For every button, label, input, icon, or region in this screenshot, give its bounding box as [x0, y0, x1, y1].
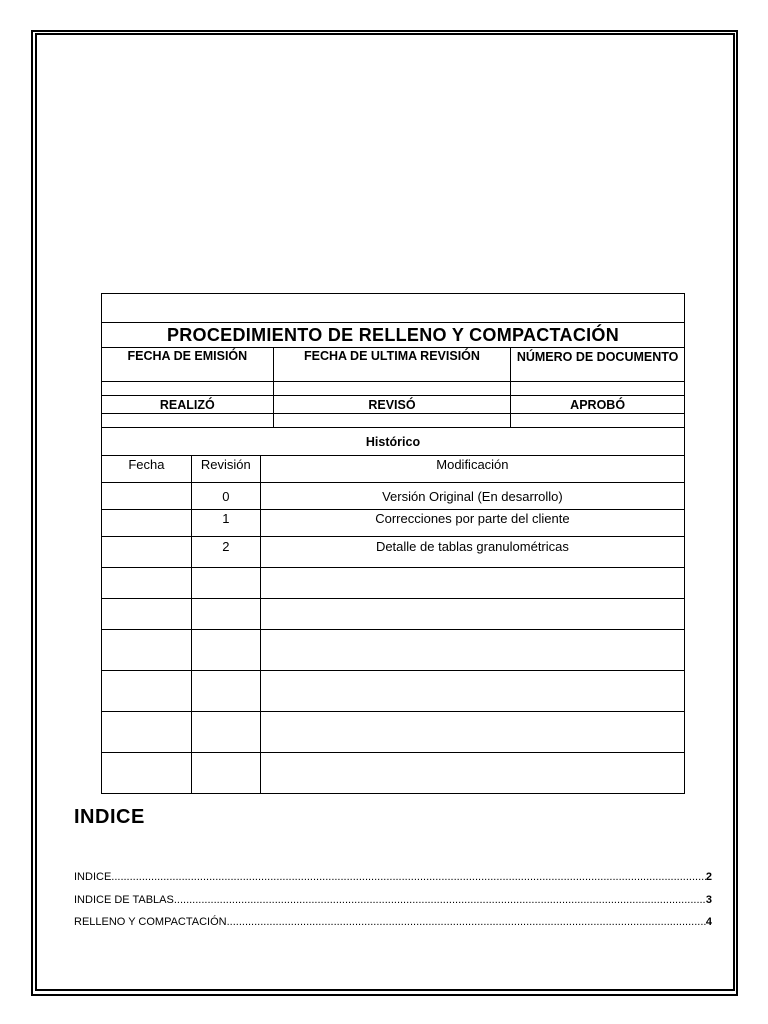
cell-fecha — [102, 483, 192, 510]
value-aprobo — [511, 414, 685, 428]
table-row — [102, 568, 685, 599]
toc-entry[interactable] — [74, 916, 712, 928]
col-numero-documento: NÚMERO DE DOCUMENTO — [511, 348, 685, 382]
value-numero-documento — [511, 382, 685, 396]
indice-heading: INDICE — [74, 806, 145, 828]
value-realizo — [102, 414, 274, 428]
value-reviso — [273, 414, 511, 428]
column-header-fecha: Fecha — [102, 456, 192, 483]
table-row — [102, 712, 685, 753]
toc-entry[interactable] — [74, 894, 712, 906]
toc-dot-leader — [174, 894, 706, 906]
col-fecha-emision: FECHA DE EMISIÓN — [102, 348, 274, 382]
table-row — [102, 537, 685, 568]
cell-revision: 1 — [191, 510, 260, 537]
table-row — [102, 599, 685, 630]
toc-dot-leader — [111, 871, 706, 883]
toc-dot-leader — [227, 916, 706, 928]
cell-revision: 2 — [191, 537, 260, 568]
toc-entry-label: INDICE — [74, 871, 112, 883]
column-header-modificacion: Modificación — [260, 456, 684, 483]
toc-entry[interactable] — [74, 871, 712, 883]
table-row — [102, 671, 685, 712]
cell-fecha — [102, 510, 192, 537]
label-reviso: REVISÓ — [273, 396, 511, 414]
historico-heading: Histórico — [102, 428, 685, 456]
toc-entry-page: 4 — [705, 916, 712, 928]
cell-modificacion: Detalle de tablas granulométricas — [260, 537, 684, 568]
document-title: PROCEDIMIENTO DE RELLENO Y COMPACTACIÓN — [102, 323, 685, 348]
history-table — [101, 455, 685, 794]
value-fecha-emision — [102, 382, 274, 396]
toc-entry-label: RELLENO Y COMPACTACIÓN — [74, 916, 227, 928]
cell-modificacion: Versión Original (En desarrollo) — [260, 483, 684, 510]
cell-revision: 0 — [191, 483, 260, 510]
history-header-row — [102, 456, 685, 483]
empty-top-row — [102, 294, 685, 323]
label-realizo: REALIZÓ — [102, 396, 274, 414]
column-header-revision: Revisión — [191, 456, 260, 483]
table-row — [102, 483, 685, 510]
col-fecha-ultima-revision: FECHA DE ULTIMA REVISIÓN — [273, 348, 511, 382]
toc-entry-page: 3 — [705, 894, 712, 906]
table-row — [102, 753, 685, 794]
document-header-table — [101, 293, 685, 456]
table-row — [102, 510, 685, 537]
table-row — [102, 630, 685, 671]
value-fecha-ultima-revision — [273, 382, 511, 396]
label-aprobo: APROBÓ — [511, 396, 685, 414]
toc-entry-label: INDICE DE TABLAS — [74, 894, 174, 906]
cell-modificacion: Correcciones por parte del cliente — [260, 510, 684, 537]
cell-fecha — [102, 537, 192, 568]
toc-entry-page: 2 — [705, 871, 712, 883]
